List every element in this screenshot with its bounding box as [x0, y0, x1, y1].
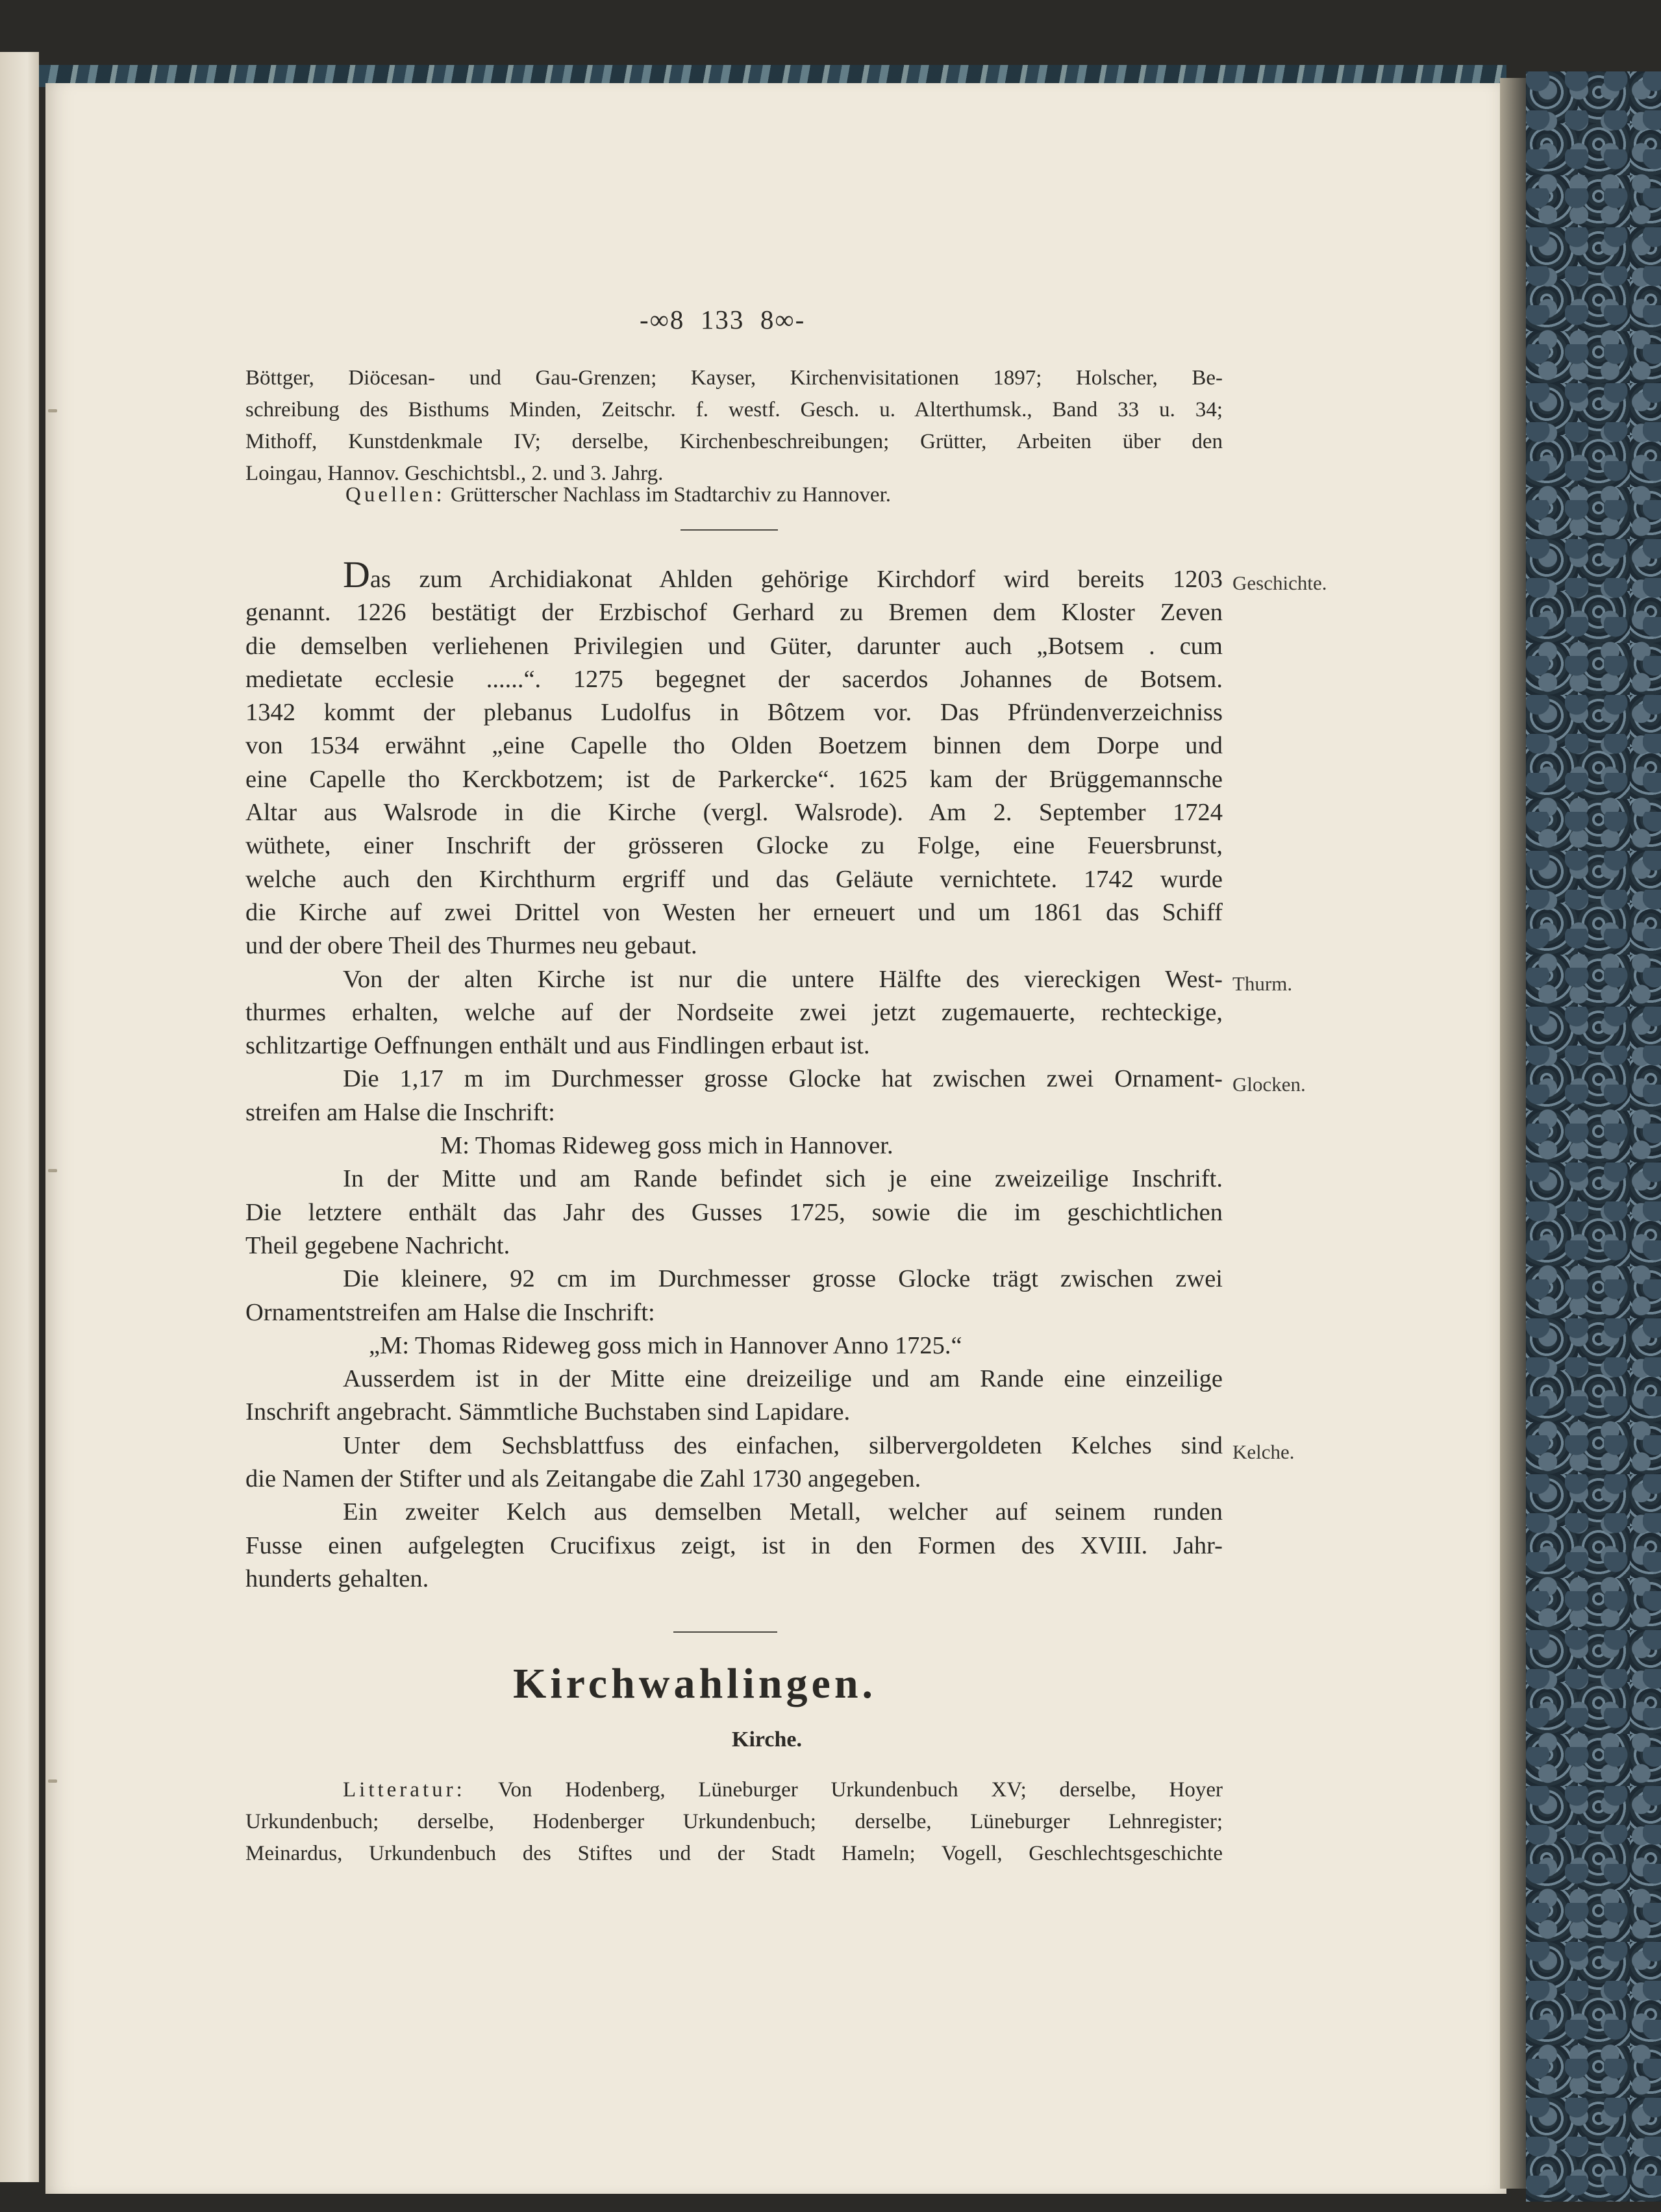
body-line: Inschrift angebracht. Sämmtliche Buchstaben sind Lapidare. [245, 1398, 851, 1426]
inscription-line: „M: Thomas Rideweg goss mich in Hannover Anno 1725.“ [369, 1331, 962, 1359]
margin-note-kelche: Kelche. [1232, 1440, 1295, 1463]
body-line: von 1534 erwähnt „eine Capelle tho Olden Boetzem binnen dem Dorpe und [245, 732, 1223, 760]
margin-note-thurm: Thurm. [1232, 972, 1293, 995]
body-line: medietate ecclesie ......“. 1275 begegnet der sacerdos Johannes de Botsem. [245, 665, 1223, 693]
body-line: In der Mitte und am Rande befindet sich je eine zweizeilige Inschrift. [343, 1165, 1223, 1193]
body-line: wüthete, einer Inschrift der grösseren Glocke zu Folge, eine Feuersbrunst, [245, 832, 1223, 860]
section-title: Kirchwahlingen. [513, 1660, 877, 1707]
body-line: und der obere Theil des Thurmes neu gebaut. [245, 932, 697, 960]
body-line: Von der alten Kirche ist nur die untere Hälfte des viereckigen West- [343, 965, 1223, 993]
body-line: welche auch den Kirchthurm ergriff und das Geläute vernichtete. 1742 wurde [245, 865, 1223, 893]
sources-line [345, 479, 891, 511]
section-divider [681, 529, 778, 531]
body-line: Das zum Archidiakonat Ahlden gehörige Kirchdorf wird bereits 1203 [343, 553, 1223, 596]
literature-block [245, 362, 1223, 490]
section-literature-line [245, 1774, 1223, 1806]
body-line: thurmes erhalten, welche auf der Nordseite zwei jetzt zugemauerte, rechteckige, [245, 998, 1223, 1026]
binding-stitch [48, 409, 57, 412]
body-line: schlitzartige Oeffnungen enthält und aus Findlingen erbaut ist. [245, 1032, 870, 1060]
section-divider [673, 1631, 777, 1633]
body-line: Ornamentstreifen am Halse die Inschrift: [245, 1298, 655, 1326]
margin-note-geschichte: Geschichte. [1232, 572, 1327, 594]
book-board-edge [1500, 78, 1526, 2189]
section-literature-line: Urkundenbuch; derselbe, Hodenberger Urkundenbuch; derselbe, Lüneburger Lehnregister; [245, 1810, 1223, 1833]
literature-line: schreibung des Bisthums Minden, Zeitschr. f. westf. Gesch. u. Alterthumsk., Band 33 u. 34; [245, 398, 1223, 421]
body-line: Die letztere enthält das Jahr des Gusses 1725, sowie die im geschichtlichen [245, 1198, 1223, 1226]
body-line: Die 1,17 m im Durchmesser grosse Glocke hat zwischen zwei Ornament- [343, 1065, 1223, 1093]
body-line-text: as zum Archidiakonat Ahlden gehörige Kirchdorf wird bereits 1203 [369, 566, 1223, 593]
binding-stitch [48, 1169, 57, 1172]
page-number-ornament-left: -∞8 [640, 305, 685, 334]
body-line: Unter dem Sechsblattfuss des einfachen, silbervergoldeten Kelches sind [343, 1431, 1223, 1459]
body-line: die Kirche auf zwei Drittel von Westen her erneuert und um 1861 das Schiff [245, 898, 1223, 926]
body-line: Ein zweiter Kelch aus demselben Metall, welcher auf seinem runden [343, 1498, 1223, 1526]
body-line: Theil gegebene Nachricht. [245, 1231, 510, 1259]
sources-text: Grütterscher Nachlass im Stadtarchiv zu Hannover. [450, 483, 892, 507]
section-literature-label: Litteratur: [343, 1778, 466, 1802]
marbled-cover [1526, 71, 1661, 2202]
section-literature-block [245, 1774, 1223, 1870]
section-subtitle: Kirche. [732, 1728, 802, 1752]
literature-line: Loingau, Hannov. Geschichtsbl., 2. und 3. Jahrg. [245, 462, 664, 485]
body-line: 1342 kommt der plebanus Ludolfus in Bôtzem vor. Das Pfründenverzeichniss [245, 699, 1223, 727]
body-line: die Namen der Stifter und als Zeitangabe die Zahl 1730 angegeben. [245, 1465, 921, 1493]
body-line: eine Capelle tho Kerckbotzem; ist de Parkercke“. 1625 kam der Brüggemannsche [245, 765, 1223, 793]
binding-stitch [48, 1779, 57, 1783]
margin-note-glocken: Glocken. [1232, 1073, 1306, 1096]
page-number [640, 304, 805, 335]
literature-line: Böttger, Diöcesan- und Gau-Grenzen; Kayser, Kirchenvisitationen 1897; Holscher, Be- [245, 366, 1223, 390]
body-line: hunderts gehalten. [245, 1565, 429, 1592]
page-number-value: 133 [700, 305, 745, 334]
body-line: Fusse einen aufgelegten Crucifixus zeigt, ist in den Formen des XVIII. Jahr- [245, 1531, 1223, 1559]
body-line: Ausserdem ist in der Mitte eine dreizeilige und am Rande eine einzeilige [343, 1365, 1223, 1393]
page-number-ornament-right: 8∞- [760, 305, 806, 334]
body-text [245, 553, 1223, 1596]
body-line: Altar aus Walsrode in die Kirche (vergl. Walsrode). Am 2. September 1724 [245, 799, 1223, 827]
body-line: genannt. 1226 bestätigt der Erzbischof Gerhard zu Bremen dem Kloster Zeven [245, 599, 1223, 627]
section-literature-line: Meinardus, Urkundenbuch des Stiftes und der Stadt Hameln; Vogell, Geschlechtsgeschichte [245, 1842, 1223, 1865]
body-line: streifen am Halse die Inschrift: [245, 1098, 555, 1126]
literature-line: Mithoff, Kunstdenkmale IV; derselbe, Kirchenbeschreibungen; Grütter, Arbeiten über den [245, 430, 1223, 453]
sources-label: Quellen: [345, 483, 445, 507]
left-page-edge [0, 52, 39, 2182]
inscription-line: M: Thomas Rideweg goss mich in Hannover. [440, 1132, 893, 1160]
body-line: Die kleinere, 92 cm im Durchmesser grosse Glocke trägt zwischen zwei [343, 1265, 1223, 1293]
body-line: die demselben verliehenen Privilegien und Güter, darunter auch „Botsem . cum [245, 632, 1223, 660]
section-literature-text: Von Hodenberg, Lüneburger Urkundenbuch XV; derselbe, Hoyer [497, 1778, 1223, 1802]
